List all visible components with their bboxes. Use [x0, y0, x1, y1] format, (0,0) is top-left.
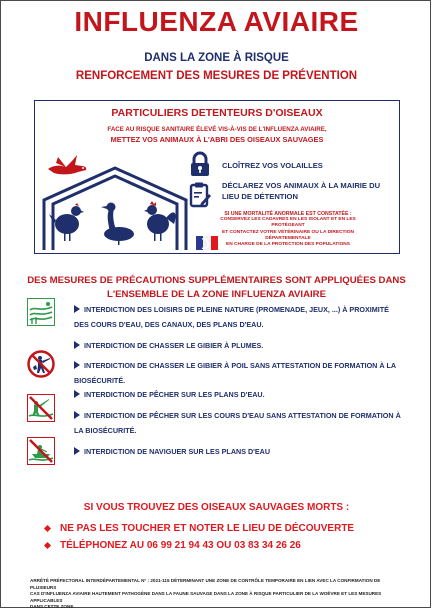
diamond-bullet-icon [44, 542, 52, 550]
measures-title-line-2: L'ENSEMBLE DE LA ZONE INFLUENZA AVIAIRE [106, 289, 327, 300]
measure-item-line-1: INTERDICTION DE PÊCHER SUR LES PLANS D'EAU. [84, 390, 265, 399]
measure-item [74, 389, 265, 401]
action-lock-label: CLOÎTREZ VOS VOLAILLES [222, 161, 323, 170]
measure-item-line-1: INTERDICTION DE CHASSER LE GIBIER À PLUMES. [84, 341, 264, 350]
mortality-note-line-1: SI UNE MORTALITÉ ANORMALE EST CONSTATÉE : [224, 211, 352, 217]
arrow-bullet-icon [74, 305, 80, 313]
measure-item [74, 410, 401, 437]
measures-title-line-1: DES MESURES DE PRÉCAUTIONS SUPPLÉMENTAIRES SONT APPLIQUÉES DANS [27, 275, 406, 286]
arrow-bullet-icon [74, 341, 80, 349]
page-subtitle-zone: DANS LA ZONE À RISQUE [144, 52, 289, 64]
arrow-bullet-icon [74, 447, 80, 455]
measure-item-line-1: INTERDICTION DE NAVIGUER SUR LES PLANS D'EAU [84, 447, 271, 456]
measure-item [74, 340, 263, 352]
diamond-bullet-icon [44, 525, 52, 533]
measures-title [0, 274, 433, 302]
arrow-bullet-icon [74, 390, 80, 398]
dead-birds-item-text: NE PAS LES TOUCHER ET NOTER LE LIEU DE DÉCOUVERTE [60, 523, 355, 534]
mortality-note-line-2: CONSERVEZ LES CADAVRES EN LES ISOLANT ET EN LES PROTÉGEANT [220, 217, 356, 229]
dead-birds-item [44, 523, 354, 534]
measure-item-line-2: LA BIOSÉCURITÉ. [74, 425, 137, 435]
legal-footer-line-2: CAS D'INFLUENZA AVIAIRE HAUTEMENT PATHOGÈNE DANS LA FAUNE SAUVAGE DANS LA ZONE À RISQUE PARTICULIER DE LA WOËVRE ET LES MESURES APPLICABLES [30, 591, 382, 603]
mortality-note-line-3: ET CONTACTEZ VOTRE VÉTÉRINAIRE OU LA DIRECTION DÉPARTEMENTALE [222, 229, 354, 241]
measure-item [74, 360, 396, 387]
padlock-icon [188, 151, 212, 177]
owners-box-desc-line-2: METTEZ VOS ANIMAUX À L'ABRI DES OISEAUX SAUVAGES [110, 135, 324, 144]
no-hunting-icon [27, 350, 55, 378]
dead-birds-phone: TÉLÉPHONEZ AU 06 99 21 94 43 OU 03 83 34 26 26 [60, 540, 301, 551]
dead-birds-item [44, 540, 301, 551]
owners-box-description [35, 125, 399, 145]
mortality-note [208, 211, 368, 248]
page-title: INFLUENZA AVIAIRE [74, 6, 359, 37]
owners-box-desc-line-1: FACE AU RISQUE SANITAIRE ÉLEVÉ VIS-À-VIS DE L'INFLUENZA AVIAIRE, [107, 126, 327, 133]
legal-footer-line-3: DANS CETTE ZONE [30, 604, 74, 610]
legal-footer-line-1: ARRÊTÉ PRÉFECTORAL INTERDÉPARTEMENTAL N° : 2021-115 DÉTERMINANT UNE ZONE DE CONTRÔLE TEMPORAIRE EN LIEN AVEC LA CONFIRMATION DE PLUSIEURS [30, 578, 381, 590]
owners-box-title: PARTICULIERS DETENTEURS D'OISEAUX [111, 107, 323, 119]
no-fishing-icon [27, 394, 55, 422]
nature-leisure-icon [27, 298, 55, 326]
republic-logo [196, 236, 218, 250]
measure-item-line-2: BIOSÉCURITÉ. [74, 375, 126, 385]
arrow-bullet-icon [74, 411, 80, 419]
action-declare-animals [188, 181, 380, 209]
arrow-bullet-icon [74, 361, 80, 369]
measure-item [74, 446, 270, 458]
measure-item-line-1: INTERDICTION DES LOISIRS DE PLEINE NATURE (PROMENADE, JEUX, ...) À PROXIMITÉ [84, 305, 389, 314]
poultry-house-icon [40, 162, 190, 252]
measure-item [74, 304, 389, 331]
mortality-note-line-4: EN CHARGE DE LA PROTECTION DES POPULATIONS [226, 242, 350, 248]
dead-birds-title: SI VOUS TROUVEZ DES OISEAUX SAUVAGES MORTS : [83, 502, 350, 513]
measure-item-line-1: INTERDICTION DE PÊCHER SUR LES COURS D'EAU SANS ATTESTATION DE FORMATION À [84, 411, 401, 420]
page-subtitle-measures: RENFORCEMENT DES MESURES DE PRÉVENTION [75, 70, 358, 82]
legal-footer [30, 578, 406, 611]
measure-item-line-2: DES COURS D'EAU, DES CANAUX, DES PLANS D'EAU. [74, 319, 264, 329]
action-declare-label-line-1: DÉCLAREZ VOS ANIMAUX À LA MAIRIE DU [222, 181, 381, 190]
action-declare-label [222, 181, 380, 202]
action-declare-label-line-2: LIEU DE DÉTENTION [222, 191, 298, 201]
no-boating-icon [27, 437, 55, 465]
measure-item-line-1: INTERDICTION DE CHASSER LE GIBIER À POIL SANS ATTESTATION DE FORMATION À LA [84, 361, 397, 370]
action-lock-poultry [188, 151, 323, 177]
clipboard-icon [188, 181, 212, 209]
